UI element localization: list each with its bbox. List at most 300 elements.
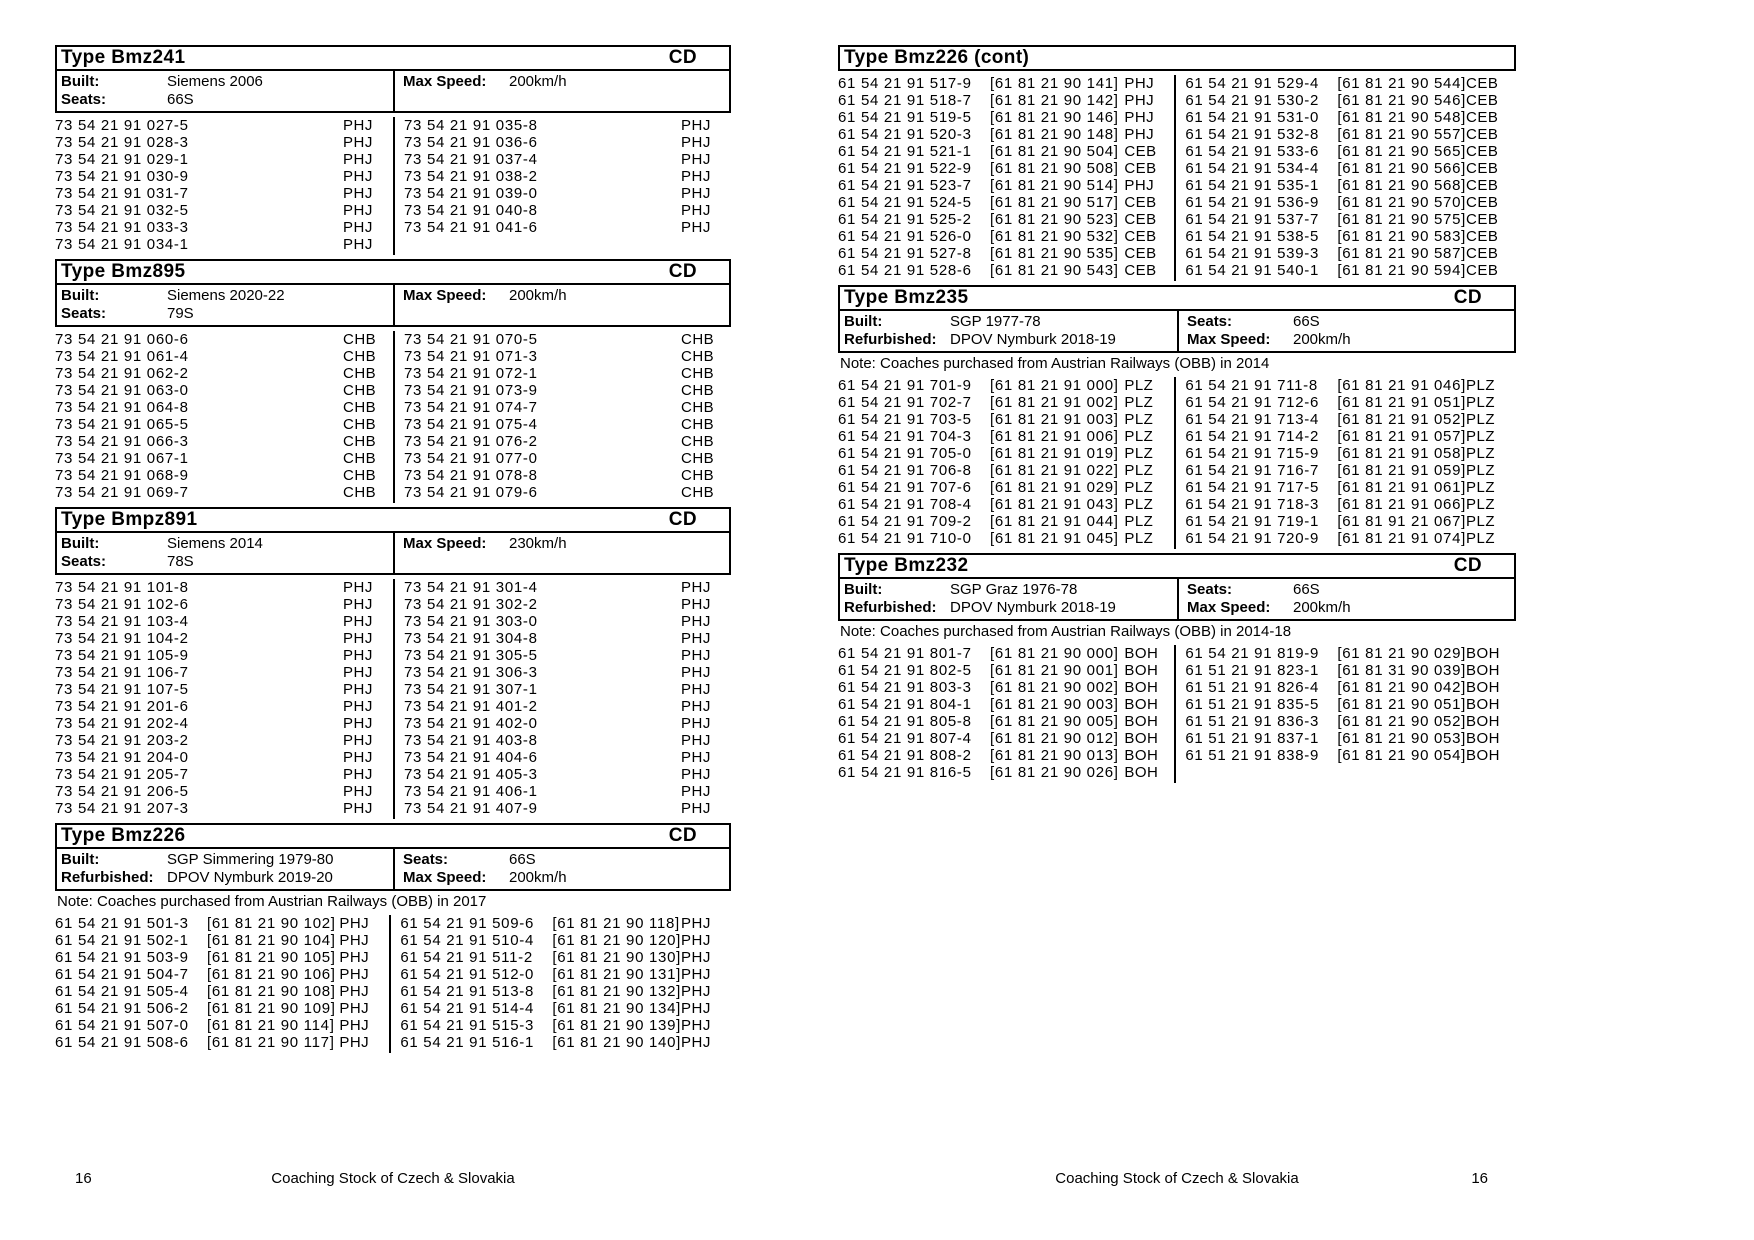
coach-number: 73 54 21 91 027-5 [55,117,189,134]
footer-page-number: 16 [1471,1170,1488,1187]
former-number [207,800,343,817]
coach-number: 73 54 21 91 405-3 [404,766,538,783]
former-number: [61 81 21 91 006] [990,428,1119,445]
allocation-code: CEB [1466,75,1499,92]
stock-list [838,75,1516,281]
coach-number: 61 54 21 91 819-9 [1185,645,1320,662]
coach-number: 61 54 21 91 523-7 [838,177,972,194]
allocation-code: PHJ [343,168,373,185]
info-row [1187,313,1510,331]
allocation-code: PHJ [681,134,711,151]
coach-number: 73 54 21 91 039-0 [404,185,538,202]
former-number [556,647,681,664]
allocation-code: PLZ [1466,428,1496,445]
allocation-code: PHJ [343,630,373,647]
section-title-bar [55,823,731,849]
allocation-code: PHJ [343,117,373,134]
stock-row [838,679,1174,696]
stock-row [55,365,393,382]
coach-number: 61 54 21 91 519-5 [838,109,972,126]
coach-number: 61 54 21 91 518-7 [838,92,972,109]
allocation-code: CEB [1466,262,1499,279]
stock-row [55,783,393,800]
stock-row [1185,662,1516,679]
allocation-code: CHB [681,399,715,416]
coach-number: 73 54 21 91 304-8 [404,630,538,647]
stock-row [400,1034,731,1051]
stock-row [404,766,731,783]
former-number: [61 81 21 90 052] [1337,713,1466,730]
former-number [207,151,343,168]
stock-column [55,579,393,819]
former-number [207,484,343,501]
stock-row [404,698,731,715]
allocation-code: PLZ [1466,496,1496,513]
coach-number: 61 54 21 91 802-5 [838,662,972,679]
type-section [838,285,1516,549]
allocation-code: PHJ [681,732,711,749]
former-number [556,664,681,681]
allocation-code: PHJ [343,202,373,219]
former-number: [61 81 21 90 000] [990,645,1119,662]
stock-row [404,134,731,151]
former-number [207,681,343,698]
info-right-half [393,849,729,889]
stock-row [400,966,731,983]
coach-number: 73 54 21 91 074-7 [404,399,538,416]
allocation-code: PHJ [681,766,711,783]
coach-number: 61 54 21 91 520-3 [838,126,972,143]
coach-number: 73 54 21 91 301-4 [404,579,538,596]
section-title: Type Bmz241 [61,47,186,68]
type-section [55,45,731,255]
stock-row [1185,747,1516,764]
coach-number: 61 54 21 91 716-7 [1185,462,1320,479]
stock-row [838,411,1174,428]
allocation-code: PLZ [1466,513,1496,530]
former-number: [61 81 21 90 142] [990,92,1119,109]
stock-row [838,109,1174,126]
note-text: Note: Coaches purchased from Austrian Railways (OBB) in 2017 [57,893,487,910]
allocation-code: PHJ [681,579,711,596]
operator-badge: CD [668,509,697,530]
stock-row [55,134,393,151]
info-left-half [57,849,393,889]
coach-number: 73 54 21 91 206-5 [55,783,189,800]
stock-row [404,715,731,732]
coach-number: 61 54 21 91 702-7 [838,394,972,411]
info-label: Seats: [61,553,107,570]
stock-row [1185,109,1516,126]
info-label: Max Speed: [403,535,487,552]
stock-row [404,681,731,698]
coach-number: 73 54 21 91 402-0 [404,715,538,732]
allocation-code: PHJ [681,783,711,800]
stock-row [1185,679,1516,696]
coach-number: 73 54 21 91 062-2 [55,365,189,382]
coach-number: 61 54 21 91 511-2 [400,949,533,966]
allocation-code: PLZ [1124,411,1154,428]
info-box [55,71,731,113]
stock-row [55,202,393,219]
info-value: 200km/h [1293,331,1351,348]
allocation-code: BOH [1124,662,1159,679]
former-number: [61 81 21 90 013] [990,747,1119,764]
allocation-code: PHJ [681,202,711,219]
stock-row [55,596,393,613]
former-number: [61 81 21 90 012] [990,730,1119,747]
coach-number: 61 54 21 91 522-9 [838,160,972,177]
former-number [556,348,681,365]
allocation-code: PHJ [339,932,370,949]
info-label: Max Speed: [403,73,487,90]
stock-row [1185,730,1516,747]
coach-number: 73 54 21 91 105-9 [55,647,189,664]
allocation-code: CEB [1466,211,1499,228]
coach-number: 61 54 21 91 503-9 [55,949,189,966]
former-number: [61 81 21 90 120] [552,932,681,949]
coach-number: 61 54 21 91 526-0 [838,228,972,245]
allocation-code: PHJ [681,932,711,949]
coach-number: 61 54 21 91 509-6 [400,915,535,932]
coach-number: 61 54 21 91 536-9 [1185,194,1320,211]
stock-row [404,202,731,219]
allocation-code: BOH [1124,764,1159,781]
former-number [556,467,681,484]
allocation-code: PLZ [1466,394,1496,411]
allocation-code: PHJ [681,1034,711,1051]
coach-number: 61 54 21 91 524-5 [838,194,972,211]
former-number [556,698,681,715]
coach-number: 73 54 21 91 065-5 [55,416,189,433]
stock-row [55,698,393,715]
info-box [55,285,731,327]
info-left-half [57,285,393,325]
stock-row [838,75,1174,92]
former-number: [61 81 21 90 575] [1337,211,1466,228]
stock-row [1185,394,1516,411]
former-number: [61 81 21 90 001] [990,662,1119,679]
stock-row [838,245,1174,262]
former-number [207,134,343,151]
stock-row [55,1034,389,1051]
former-number: [61 81 21 90 003] [990,696,1119,713]
stock-row [55,732,393,749]
stock-row [838,377,1174,394]
former-number: [61 81 21 90 108] [207,983,336,1000]
coach-number: 73 54 21 91 038-2 [404,168,538,185]
allocation-code: PHJ [681,915,711,932]
former-number: [61 81 21 91 052] [1337,411,1466,428]
coach-number: 73 54 21 91 070-5 [404,331,538,348]
allocation-code: PHJ [339,966,370,983]
stock-row [1185,92,1516,109]
coach-number: 61 54 21 91 535-1 [1185,177,1320,194]
stock-row [55,966,389,983]
allocation-code: PHJ [681,681,711,698]
former-number [556,168,681,185]
stock-row [404,783,731,800]
allocation-code: PHJ [681,185,711,202]
coach-number: 73 54 21 91 030-9 [55,168,189,185]
stock-row [1185,126,1516,143]
allocation-code: CHB [681,450,715,467]
stock-row [838,194,1174,211]
former-number: [61 81 21 91 051] [1337,394,1466,411]
info-value: SGP Graz 1976-78 [950,581,1078,598]
stock-row [55,800,393,817]
allocation-code: PHJ [343,783,373,800]
info-row [1187,331,1510,349]
section-title: Type Bmz226 (cont) [844,47,1030,68]
coach-number: 73 54 21 91 069-7 [55,484,189,501]
info-value: SGP 1977-78 [950,313,1041,330]
stock-row [55,416,393,433]
info-box [838,311,1516,353]
info-value: 200km/h [509,73,567,90]
coach-number: 73 54 21 91 104-2 [55,630,189,647]
coach-number: 61 54 21 91 807-4 [838,730,972,747]
coach-number: 73 54 21 91 036-6 [404,134,538,151]
footer-page-number: 16 [75,1170,92,1187]
stock-row [404,749,731,766]
stock-row [55,949,389,966]
stock-row [404,664,731,681]
stock-row [1185,228,1516,245]
info-value: 66S [509,851,536,868]
allocation-code: CEB [1466,228,1499,245]
allocation-code: CEB [1124,194,1157,211]
footer-book-title: Coaching Stock of Czech & Slovakia [1055,1170,1299,1187]
allocation-code: PHJ [681,1017,711,1034]
allocation-code: CEB [1124,262,1157,279]
info-row [61,305,389,323]
former-number: [61 81 21 91 019] [990,445,1119,462]
coach-number: 61 54 21 91 525-2 [838,211,972,228]
coach-number: 61 54 21 91 532-8 [1185,126,1320,143]
note-text: Note: Coaches purchased from Austrian Railways (OBB) in 2014-18 [840,623,1292,640]
coach-number: 61 54 21 91 704-3 [838,428,972,445]
coach-number: 73 54 21 91 034-1 [55,236,189,253]
former-number: [61 81 21 91 066] [1337,496,1466,513]
coach-number: 61 54 21 91 701-9 [838,377,972,394]
allocation-code: CHB [343,467,377,484]
allocation-code: CEB [1466,177,1499,194]
allocation-code: CEB [1124,245,1157,262]
allocation-code: CEB [1466,109,1499,126]
info-right-half [393,285,729,325]
coach-number: 73 54 21 91 305-5 [404,647,538,664]
coach-number: 73 54 21 91 063-0 [55,382,189,399]
allocation-code: PHJ [681,613,711,630]
stock-row [1185,245,1516,262]
info-label: Built: [61,73,100,90]
stock-row [1185,160,1516,177]
coach-number: 61 54 21 91 516-1 [400,1034,535,1051]
note-text: Note: Coaches purchased from Austrian Railways (OBB) in 2014 [840,355,1270,372]
allocation-code: CEB [1466,126,1499,143]
coach-number: 61 54 21 91 529-4 [1185,75,1320,92]
allocation-code: PLZ [1124,530,1154,547]
former-number [207,236,343,253]
allocation-code: PLZ [1466,530,1496,547]
allocation-code: BOH [1124,713,1159,730]
stock-row [55,1000,389,1017]
former-number [207,348,343,365]
allocation-code: CHB [343,399,377,416]
former-number: [61 81 21 90 514] [990,177,1119,194]
stock-row [55,433,393,450]
stock-row [404,433,731,450]
coach-number: 73 54 21 91 401-2 [404,698,538,715]
stock-list [55,117,731,255]
coach-number: 61 54 21 91 717-5 [1185,479,1320,496]
allocation-code: PHJ [681,966,711,983]
allocation-code: PHJ [343,749,373,766]
type-section [55,507,731,819]
info-label: Max Speed: [1187,599,1271,616]
allocation-code: PLZ [1466,411,1496,428]
operator-badge: CD [668,47,697,68]
stock-row [55,382,393,399]
type-section [838,553,1516,783]
coach-number: 61 54 21 91 538-5 [1185,228,1320,245]
section-title-bar [838,553,1516,579]
former-number: [61 81 21 90 535] [990,245,1119,262]
allocation-code: CEB [1124,143,1157,160]
stock-row [55,647,393,664]
coach-number: 61 54 21 91 506-2 [55,1000,189,1017]
former-number [556,416,681,433]
former-number [556,766,681,783]
former-number: [61 81 21 90 568] [1337,177,1466,194]
allocation-code: BOH [1124,645,1159,662]
coach-number: 73 54 21 91 407-9 [404,800,538,817]
coach-number: 73 54 21 91 203-2 [55,732,189,749]
info-label: Seats: [61,305,107,322]
allocation-code: PHJ [681,664,711,681]
info-row [61,287,389,305]
stock-row [404,365,731,382]
stock-row [838,177,1174,194]
info-left-half [57,71,393,111]
former-number [207,365,343,382]
coach-number: 73 54 21 91 404-6 [404,749,538,766]
former-number: [61 81 21 90 029] [1337,645,1466,662]
former-number: [61 81 21 91 044] [990,513,1119,530]
former-number [556,202,681,219]
coach-number: 73 54 21 91 303-0 [404,613,538,630]
allocation-code: PLZ [1124,394,1154,411]
stock-row [404,185,731,202]
stock-row [55,664,393,681]
stock-column [838,75,1174,281]
coach-number: 61 54 21 91 508-6 [55,1034,189,1051]
former-number: [61 81 21 90 104] [207,932,336,949]
coach-number: 73 54 21 91 101-8 [55,579,189,596]
section-title: Type Bmpz891 [61,509,198,530]
coach-number: 73 54 21 91 078-8 [404,467,538,484]
allocation-code: PLZ [1124,462,1154,479]
stock-row [838,126,1174,143]
section-title-bar [838,285,1516,311]
stock-row [55,749,393,766]
coach-number: 61 54 21 91 803-3 [838,679,972,696]
coach-number: 61 54 21 91 708-4 [838,496,972,513]
coach-number: 61 54 21 91 531-0 [1185,109,1320,126]
former-number: [61 81 21 90 118] [552,915,680,932]
allocation-code: PHJ [343,732,373,749]
former-number: [61 81 21 90 026] [990,764,1119,781]
allocation-code: PLZ [1124,428,1154,445]
former-number [207,715,343,732]
right-page [838,45,1516,1205]
info-row [844,581,1173,599]
stock-list [55,579,731,819]
allocation-code: PHJ [339,983,370,1000]
allocation-code: BOH [1124,747,1159,764]
info-label: Built: [844,581,883,598]
stock-list [55,915,731,1053]
allocation-code: BOH [1124,730,1159,747]
coach-number: 61 54 21 91 720-9 [1185,530,1320,547]
former-number [207,579,343,596]
allocation-code: CHB [681,467,715,484]
former-number: [61 81 21 91 043] [990,496,1119,513]
info-row [61,73,389,91]
info-row [403,869,725,887]
stock-list [55,331,731,503]
coach-number: 73 54 21 91 075-4 [404,416,538,433]
allocation-code: PHJ [343,766,373,783]
stock-column [393,331,731,503]
allocation-code: PLZ [1124,513,1154,530]
former-number [556,382,681,399]
coach-number: 61 54 21 91 533-6 [1185,143,1320,160]
page-footer [55,1170,731,1190]
info-value: 230km/h [509,535,567,552]
stock-row [1185,177,1516,194]
stock-column [55,331,393,503]
stock-row [1185,713,1516,730]
stock-row [55,766,393,783]
info-value: DPOV Nymburk 2018-19 [950,599,1116,616]
coach-number: 61 54 21 91 540-1 [1185,262,1320,279]
type-section [55,259,731,503]
stock-row [55,348,393,365]
info-right-half [1177,311,1514,351]
allocation-code: PHJ [1124,126,1155,143]
allocation-code: PHJ [343,219,373,236]
allocation-code: PLZ [1124,496,1154,513]
allocation-code: CHB [343,365,377,382]
stock-row [55,630,393,647]
former-number: [61 81 21 91 046] [1337,377,1466,394]
stock-row [838,696,1174,713]
info-value: 200km/h [509,287,567,304]
stock-row [55,1017,389,1034]
stock-row [838,513,1174,530]
stock-row [1185,479,1516,496]
stock-row [55,450,393,467]
former-number: [61 81 21 90 517] [990,194,1119,211]
former-number: [61 81 21 90 105] [207,949,336,966]
allocation-code: PHJ [1124,75,1155,92]
former-number [556,749,681,766]
former-number: [61 81 21 90 114] [207,1017,335,1034]
stock-row [838,730,1174,747]
allocation-code: PHJ [339,1017,370,1034]
